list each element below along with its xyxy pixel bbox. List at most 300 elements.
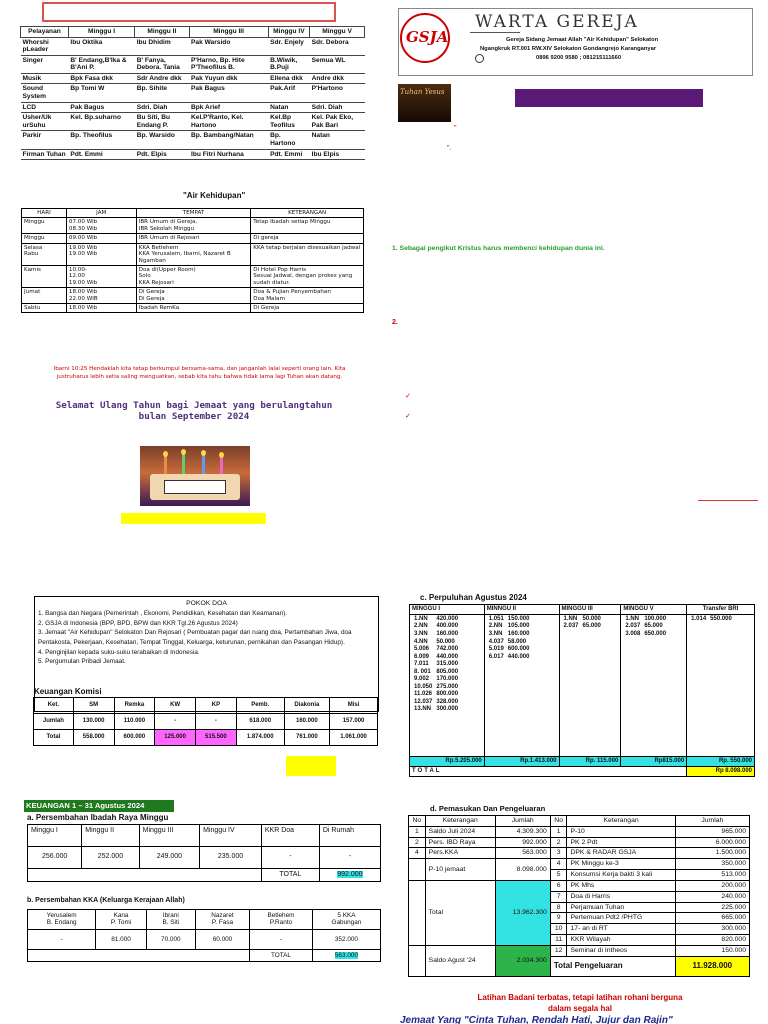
tithe-value: 1.NN xyxy=(563,615,578,622)
tithe-entry xyxy=(562,623,603,631)
blank-cell xyxy=(28,949,250,961)
tithe-entry xyxy=(412,691,460,699)
schedule-cell: 18.00 Wib xyxy=(66,304,136,313)
column-header: Misi xyxy=(330,698,378,714)
tithe-column xyxy=(484,614,559,756)
out-desc: P-10 xyxy=(567,826,675,837)
column-header: No xyxy=(550,816,567,827)
offering-cell: 70.000 xyxy=(146,929,195,949)
komisi-cell: 1.061.000 xyxy=(330,730,378,746)
person-cell: B' Fanya, Debora. Tania xyxy=(135,55,189,73)
table-header-row xyxy=(28,910,381,930)
person-cell: Ibu Elpis xyxy=(310,149,365,160)
tithe-value: 2.037 xyxy=(625,623,641,630)
column-header: Pelayanan xyxy=(21,27,69,38)
tithe-entry xyxy=(412,654,460,662)
tithe-value: 315.000 xyxy=(436,661,459,668)
out-desc: 17- an di RT xyxy=(567,924,675,935)
out-no: 2 xyxy=(550,837,567,848)
person-cell: Pdt. Emmi xyxy=(68,149,134,160)
schedule-cell: 18.00 Wib 22.00 WIB xyxy=(66,288,136,304)
table-row xyxy=(21,113,365,131)
table-header-row xyxy=(22,209,364,218)
out-amount: 150.000 xyxy=(675,945,749,956)
table-row xyxy=(22,243,364,265)
prayer-points-box: POKOK DOA 1. Bangsa dan Negara (Pemerintah , Ekonomi, Pendidikan, Kesehatan dan Keamanan). 2. GSJA di Indonesia (BPP, BPD, BPW dan KKR Tgl.26 Agustus 2024) 3. Jemaat "Air Kehidupan" Selokaton Dan Rejosari ( Pembuatan pagar dan ruang doa, Pertambahan Jiwa, doa Pentakosta, Pekerjaan, Kesehatan, Tempat Tinggal, Keluarga, keturunan, pernikahan dan Pasangan Hidup). 4. Penginjilan kepada suku-suku terabaikan di Indonesia. 5. Pergumulan Pribadi Jemaat. xyxy=(34,596,379,712)
out-no: 1 xyxy=(550,826,567,837)
person-cell: Bp. Bambang/Natan xyxy=(189,131,268,149)
out-no: 3 xyxy=(550,848,567,859)
offering-cell: 60.000 xyxy=(195,929,249,949)
out-amount: 513.000 xyxy=(675,870,749,881)
out-no: 4 xyxy=(550,859,567,870)
column-header: 5 KKA Gabungan xyxy=(312,910,380,930)
out-desc: KKR Wilayah xyxy=(567,934,675,945)
out-amount: 6.000.000 xyxy=(675,837,749,848)
tithe-column xyxy=(559,614,621,756)
tithe-value: 150.000 xyxy=(507,615,530,622)
column-header: Minggu IV xyxy=(200,825,262,847)
table-row xyxy=(21,55,365,73)
komisi-cell: - xyxy=(155,714,196,730)
column-header: KW xyxy=(155,698,196,714)
table-row xyxy=(21,84,365,102)
tithe-value: 1.014 xyxy=(691,615,707,622)
tithe-value: 6.017 xyxy=(488,653,504,660)
komisi-finance-table xyxy=(33,697,378,746)
tithe-value: 300.000 xyxy=(436,706,459,713)
tithe-value: 440.000 xyxy=(436,653,459,660)
tithe-value: 420.000 xyxy=(436,615,459,622)
komisi-cell: 125.000 xyxy=(155,730,196,746)
tithe-value: 650.000 xyxy=(644,630,667,637)
in-desc: Saldo Juli 2024 xyxy=(425,826,495,837)
column-header: MINGGU I xyxy=(410,605,485,615)
person-cell: Bu Siti, Bu Endang P. xyxy=(135,113,189,131)
tithe-value: 4.037 xyxy=(488,638,504,645)
person-cell: Sdr. Enjely xyxy=(268,37,310,55)
komisi-cell: 110.000 xyxy=(114,714,155,730)
tithe-value: 7.011 xyxy=(414,661,429,668)
birthday-cake-image xyxy=(140,446,250,506)
tithe-value: 50.000 xyxy=(582,615,601,622)
table-row xyxy=(22,304,364,313)
person-cell: Kel.P'Ranto, Kel. Hartono xyxy=(189,113,268,131)
column-header: Minggu I xyxy=(28,825,82,847)
komisi-cell: Total xyxy=(34,730,74,746)
tithe-entry xyxy=(412,623,460,631)
in-amount: 8.098.000 xyxy=(495,859,550,881)
column-header: Minggu III xyxy=(189,27,268,38)
person-cell: Sdri. Diah xyxy=(310,102,365,113)
schedule-cell: Selasa Rabu xyxy=(22,243,67,265)
out-no: 11 xyxy=(550,934,567,945)
person-cell: Bpk Arief xyxy=(189,102,268,113)
column-header: Jumlah xyxy=(675,816,749,827)
cash-title: d. Pemasukan Dan Pengeluaran xyxy=(430,804,546,813)
tithe-entry xyxy=(412,669,460,677)
jesus-photo: Tuhan Yesus xyxy=(398,84,451,122)
table-row xyxy=(21,73,365,84)
komisi-cell: 600.000 xyxy=(114,730,155,746)
column-header: Minggu II xyxy=(82,825,139,847)
schedule-cell: Doa & Pujian Penyembahan Doa Malam xyxy=(251,288,364,304)
role-cell: LCD xyxy=(21,102,69,113)
role-cell: Parkir xyxy=(21,131,69,149)
column-header: Minggu III xyxy=(139,825,200,847)
komisi-cell: 160.000 xyxy=(284,714,329,730)
cash-row xyxy=(409,848,750,859)
sermon-title-bar xyxy=(515,89,703,107)
column-header: Transfer BRI xyxy=(687,605,755,615)
person-cell: Bp. Theofilus xyxy=(68,131,134,149)
out-amount: 665.000 xyxy=(675,913,749,924)
in-desc: Total xyxy=(425,880,495,945)
person-cell: P'Hartono xyxy=(310,84,365,102)
tithe-value: 10.050 xyxy=(414,683,433,690)
person-cell: Ibu Oktika xyxy=(68,37,134,55)
schedule-cell: IBR Umum di Gereja, IBR Sekolah Minggu xyxy=(136,218,251,234)
column-header: Minggu I xyxy=(68,27,134,38)
table-header-row xyxy=(34,698,378,714)
person-cell: Kel. Pak Eko, Pak Bari xyxy=(310,113,365,131)
person-cell: Natan xyxy=(268,102,310,113)
in-desc: Saldo Agust '24 xyxy=(425,945,495,976)
column-header: Di Rumah xyxy=(319,825,380,847)
person-cell: Bp. Sihite xyxy=(135,84,189,102)
tithe-value: 5.006 xyxy=(414,646,430,653)
tithe-totals-row xyxy=(410,756,755,766)
tithe-entry xyxy=(412,616,460,624)
total-label: TOTAL xyxy=(261,869,319,882)
sermon-point-1: 1. Sebagai pengikut Kristus harus membenci kehidupan dunia ini. xyxy=(392,245,605,252)
income-expense-table xyxy=(408,815,750,977)
tithe-value: 742.000 xyxy=(436,646,459,653)
prayer-item: 2. GSJA di Indonesia (BPP, BPD, BPW dan KKR Tgl.26 Agustus 2024) xyxy=(38,619,238,627)
column-header: KP xyxy=(196,698,237,714)
column-header: KETERANGAN xyxy=(251,209,364,218)
offering-total-row xyxy=(28,949,381,961)
schedule-cell: Di Gereja xyxy=(251,304,364,313)
role-cell: Musik xyxy=(21,73,69,84)
tithe-value: 440.000 xyxy=(507,653,530,660)
schedule-cell: Minggu xyxy=(22,234,67,243)
grand-total-value: Rp 8.098.000 xyxy=(687,766,755,776)
komisi-cell: 130.000 xyxy=(73,714,114,730)
out-amount: 240.000 xyxy=(675,891,749,902)
in-desc: Pers. IBD Raya xyxy=(425,837,495,848)
offering-cell: 249.000 xyxy=(139,847,200,869)
column-header: Minggu II xyxy=(135,27,189,38)
total-label: TOTAL xyxy=(250,949,313,961)
schedule-cell: Di Hotel Pop Harris Sesuai Jadwal, dengan prokes yang sudah diatur. xyxy=(251,265,364,287)
out-desc: PK 2 Pdt xyxy=(567,837,675,848)
kka-title: b. Persembahan KKA (Keluarga Kerajaan Allah) xyxy=(27,897,185,904)
column-header: TEMPAT xyxy=(136,209,251,218)
schedule-cell: Ibadah RemKa xyxy=(136,304,251,313)
out-desc: DPK & RADAR GSJA xyxy=(567,848,675,859)
tithe-value: 2.NN xyxy=(414,623,428,630)
offering-cell: - xyxy=(261,847,319,869)
offering-cell: 235.000 xyxy=(200,847,262,869)
table-row xyxy=(22,218,364,234)
tithe-value: 4.NN xyxy=(414,638,428,645)
tithe-value: 65.000 xyxy=(582,623,601,630)
column-header: MINGGU III xyxy=(559,605,621,615)
person-cell: Pak Bagus xyxy=(68,102,134,113)
person-cell: Pak Warsido xyxy=(189,37,268,55)
komisi-cell: 618.000 xyxy=(236,714,284,730)
table-header-row xyxy=(28,825,381,847)
table-row xyxy=(22,288,364,304)
tithe-value: 160.000 xyxy=(436,630,459,637)
column-header: Minggu V xyxy=(310,27,365,38)
prayer-item: 5. Pergumulan Pribadi Jemaat. xyxy=(38,658,126,666)
person-cell: Kel.Bp Teofilus xyxy=(268,113,310,131)
person-cell: Pak Yuyun dkk xyxy=(189,73,268,84)
tithe-entry xyxy=(689,616,734,624)
in-amount: 992.000 xyxy=(495,837,550,848)
newsletter-title: WARTA GEREJA xyxy=(475,12,639,32)
schedule-cell: Tetap Ibadah setiap Minggu xyxy=(251,218,364,234)
table-header-row xyxy=(21,27,365,38)
whatsapp-icon xyxy=(475,54,484,63)
out-desc: Konsumsi Kerja bakti 3 kali xyxy=(567,870,675,881)
out-no: 7 xyxy=(550,891,567,902)
komisi-cell: 761.000 xyxy=(284,730,329,746)
column-header: Minggu IV xyxy=(268,27,310,38)
tithe-entry xyxy=(412,661,460,669)
out-amount: 225.000 xyxy=(675,902,749,913)
tithe-entry xyxy=(412,639,460,647)
person-cell: Pak Bagus xyxy=(189,84,268,102)
table-row xyxy=(22,265,364,287)
person-cell: Kel. Bp.suharno xyxy=(68,113,134,131)
schedule-cell: Minggu xyxy=(22,218,67,234)
grand-total-label: TOTAL xyxy=(410,766,687,776)
tithe-value: 105.000 xyxy=(507,623,530,630)
in-amount: 4.309.300 xyxy=(495,826,550,837)
person-cell: Pdt. Emmi xyxy=(268,149,310,160)
out-desc: Doa di Harris xyxy=(567,891,675,902)
title-box xyxy=(42,2,336,22)
tithe-entry xyxy=(487,631,532,639)
schedule-cell: Doa di(Upper Room) Solo KKA Rejosari xyxy=(136,265,251,287)
table-row xyxy=(21,131,365,149)
schedule-cell: 19.00 Wib 19.00 Wib xyxy=(66,243,136,265)
person-cell: Ibu Fitri Nurhana xyxy=(189,149,268,160)
tithe-value: 3.NN xyxy=(414,630,428,637)
tithe-entry xyxy=(487,639,532,647)
out-no: 8 xyxy=(550,902,567,913)
tithe-value: 50.000 xyxy=(436,638,455,645)
cash-row xyxy=(409,859,750,870)
tithe-table xyxy=(409,604,755,777)
divider xyxy=(470,32,520,33)
check-icon: ✓ xyxy=(405,393,411,400)
bible-verse: Ibarni 10:25 Hendaklah kita tetap berkumpul bersama-sama, dan janganlah lalai seperti orang lain. Kita justruharus lebih setia saling menguatkan, sebab kita tahu bahwa tidak lama lagi Tuhan akan datang. xyxy=(53,366,346,380)
service-schedule-table xyxy=(20,26,365,160)
in-no xyxy=(409,859,426,881)
in-amount: 13.962.300 xyxy=(495,880,550,945)
tithe-value: 5.019 xyxy=(488,646,504,653)
out-desc: Perjamuan Tuhan xyxy=(567,902,675,913)
offering-cell: 256.000 xyxy=(28,847,82,869)
tithe-value: 11.026 xyxy=(414,691,433,698)
schedule-cell: 07.00 Wib 08.30 Wib xyxy=(66,218,136,234)
prayer-item: 3. Jemaat "Air Kehidupan" Selokaton Dan Rejosari ( Pembuatan pagar dan ruang doa, Pertambahan Jiwa, doa Pentakosta, Pekerjaan, Kesehatan, Tempat Tinggal, Keluarga, keturunan, pernikahan dan Pasangan Hidup). xyxy=(38,629,352,647)
church-info: Gereja Sidang Jemaat Allah "Air Kehidupan" Selokaton Ngangkruk RT.001 RW.XIV Selokaton Gondangrejo Karanganyar 0896 9200 9580 ; 081215111660 xyxy=(480,37,659,61)
column-header: Keterangan xyxy=(425,816,495,827)
birthday-greeting: Selamat Ulang Tahun bagi Jemaat yang berulangtahun bulan September 2024 xyxy=(55,400,333,422)
out-no: 5 xyxy=(550,870,567,881)
person-cell: Sdr Andre dkk xyxy=(135,73,189,84)
tithe-total: Rp.5.205.000 xyxy=(410,756,485,766)
person-cell: B' Endang,B'Ika & B'Ani P. xyxy=(68,55,134,73)
person-cell: Sdr. Debora xyxy=(310,37,365,55)
quote-mark: " xyxy=(454,125,457,132)
total-label: Total Pengeluaran xyxy=(550,956,675,976)
tithe-value: 275.000 xyxy=(436,683,459,690)
schedule-title: "Air Kehidupan" xyxy=(183,191,246,200)
tithe-value: 2.NN xyxy=(488,623,503,630)
prayer-item: 4. Penginjilan kepada suku-suku terabaikan di Indonesia. xyxy=(38,648,200,656)
column-header: KKR Doa xyxy=(261,825,319,847)
table-header-row xyxy=(410,605,755,615)
schedule-cell: Di gereja xyxy=(251,234,364,243)
column-header: Ket. xyxy=(34,698,74,714)
schedule-cell: IBR Umum di Rejosari xyxy=(136,234,251,243)
cash-row xyxy=(409,880,750,891)
total-value xyxy=(312,949,380,961)
schedule-cell: Di Gereja Di Gereja xyxy=(136,288,251,304)
tithe-value: 1.051 xyxy=(488,615,504,622)
person-cell: Bp. Warsido xyxy=(135,131,189,149)
grand-total-row xyxy=(410,766,755,776)
tithe-entry xyxy=(487,623,532,631)
person-cell: Bpk Fasa dkk xyxy=(68,73,134,84)
out-desc: PK Mhs xyxy=(567,880,675,891)
tithe-value: 58.000 xyxy=(507,638,527,645)
tithe-entry xyxy=(412,699,460,707)
tithe-value: 9.002 xyxy=(414,676,430,683)
column-header: Keterangan xyxy=(567,816,675,827)
tithe-value: 600.000 xyxy=(507,646,530,653)
tithe-entry xyxy=(412,706,460,714)
out-desc: Pertemuan Pdt2 /PHTG xyxy=(567,913,675,924)
offering-cell: 352.000 xyxy=(312,929,380,949)
highlight-bar xyxy=(121,513,266,524)
role-cell: Usher/Uk urSuhu xyxy=(21,113,69,131)
highlight-box xyxy=(286,756,336,776)
tithe-entry xyxy=(412,631,460,639)
tithe-value: 2.037 xyxy=(563,623,579,630)
role-cell: Firman Tuhan xyxy=(21,149,69,160)
schedule-cell: 09.00 Wib xyxy=(66,234,136,243)
komisi-cell: - xyxy=(196,714,237,730)
tithe-value: 328.000 xyxy=(436,698,459,705)
komisi-cell: 515.500 xyxy=(196,730,237,746)
out-no: 9 xyxy=(550,913,567,924)
blank-cell xyxy=(28,869,262,882)
person-cell: Bp Tomi W xyxy=(68,84,134,102)
tithe-value: 400.000 xyxy=(436,623,459,630)
tithe-total: Rp. 115.000 xyxy=(559,756,621,766)
tithe-entry xyxy=(412,646,460,654)
schedule-cell: Sabtu xyxy=(22,304,67,313)
out-amount: 300.000 xyxy=(675,924,749,935)
red-divider xyxy=(698,500,758,501)
column-header: Jumlah xyxy=(495,816,550,827)
tithe-entries-row xyxy=(410,614,755,756)
tithe-value: 550.000 xyxy=(710,615,732,622)
prayer-item: 1. Bangsa dan Negara (Pemerintah , Ekonomi, Pendidikan, Kesehatan dan Keamanan). xyxy=(38,610,288,618)
komisi-cell: 1.874.000 xyxy=(236,730,284,746)
out-amount: 200.000 xyxy=(675,880,749,891)
offering-cell: - xyxy=(319,847,380,869)
role-cell: Singer xyxy=(21,55,69,73)
cash-row xyxy=(409,826,750,837)
column-header: JAM xyxy=(66,209,136,218)
table-row xyxy=(34,730,378,746)
tithe-total: Rp815.000 xyxy=(621,756,687,766)
tithe-value: 12.037 xyxy=(414,698,433,705)
tithe-entry xyxy=(412,676,460,684)
tithe-value: 1.NN xyxy=(414,615,428,622)
out-amount: 965.000 xyxy=(675,826,749,837)
tithe-entry xyxy=(562,616,603,624)
offering-row xyxy=(28,929,381,949)
cash-row xyxy=(409,945,750,956)
in-no: 1 xyxy=(409,826,426,837)
tithe-entry xyxy=(487,646,532,654)
table-row xyxy=(22,234,364,243)
column-header: SM xyxy=(73,698,114,714)
tithe-total: Rp.1.413.000 xyxy=(484,756,559,766)
person-cell: Andre dkk xyxy=(310,73,365,84)
person-cell: Ellena dkk xyxy=(268,73,310,84)
schedule-cell: Jumat xyxy=(22,288,67,304)
column-header: Remka xyxy=(114,698,155,714)
tithe-value: 8. 001 xyxy=(414,668,431,675)
column-header: Kana P. Tomi xyxy=(96,910,147,930)
table-row xyxy=(21,149,365,160)
tithe-entry xyxy=(623,623,668,631)
tithe-entry xyxy=(623,616,668,624)
column-header: Betlehem P.Ranto xyxy=(250,910,313,930)
person-cell: Pak.Arif xyxy=(268,84,310,102)
offering-cell: 81.000 xyxy=(96,929,147,949)
in-no: 4 xyxy=(409,848,426,859)
out-no: 10 xyxy=(550,924,567,935)
tithe-entry xyxy=(623,631,668,639)
quote-mark: ". xyxy=(447,145,452,152)
tithe-value: 170.000 xyxy=(436,676,459,683)
person-cell: Ibu Dhidim xyxy=(135,37,189,55)
role-cell: Sound System xyxy=(21,84,69,102)
sunday-offering-table xyxy=(27,824,381,882)
column-header: Yerusalem B. Endang xyxy=(28,910,96,930)
komisi-cell: 157.000 xyxy=(330,714,378,730)
tithe-column xyxy=(410,614,485,756)
komisi-cell: Jumlah xyxy=(34,714,74,730)
kka-offering-table xyxy=(27,909,381,962)
column-header: MINNGU II xyxy=(484,605,559,615)
offering-cell: - xyxy=(28,929,96,949)
table-row xyxy=(21,37,365,55)
schedule-cell: KKA Betlehem KKA Yerusalem, Ibarni, Nazaret B Ngamban xyxy=(136,243,251,265)
komisi-title: Keuangan Komisi xyxy=(34,687,102,696)
